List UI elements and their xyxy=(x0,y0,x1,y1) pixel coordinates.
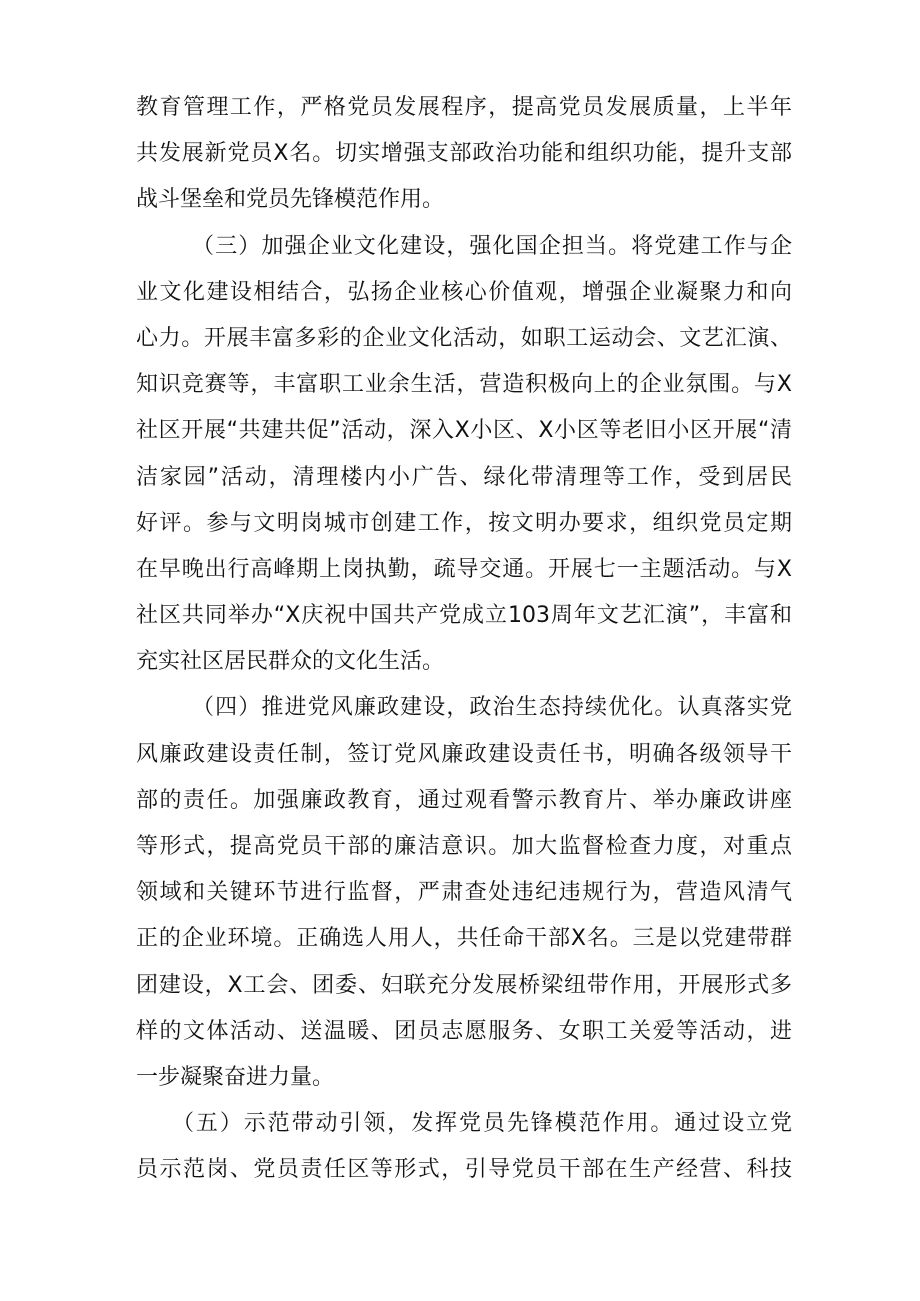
document-body xyxy=(136,85,792,1194)
text-line: 样的文体活动、送温暖、团员志愿服务、女职工关爱等活动，进 xyxy=(136,1018,792,1044)
text-line: 充实社区居民群众的文化生活。 xyxy=(136,649,445,675)
text-line: 一步凝聚奋进力量。 xyxy=(136,1064,335,1090)
text-line: 正的企业环境。正确选人用人，共任命干部X名。三是以党建带群 xyxy=(136,926,792,952)
text-line: 心力。开展丰富多彩的企业文化活动，如职工运动会、文艺汇演、 xyxy=(136,325,792,351)
text-line: 团建设，X工会、团委、妇联充分发展桥梁纽带作用，开展形式多 xyxy=(136,972,792,998)
text-line: 在早晚出行高峰期上岗执勤，疏导交通。开展七一主题活动。与X xyxy=(136,556,792,582)
text-line: 社区开展“共建共促”活动，深入X小区、X小区等老旧小区开展“清 xyxy=(136,418,792,444)
section-heading-line: （五）示范带动引领，发挥党员先锋模范作用。通过设立党 xyxy=(172,1111,792,1137)
text-line: 战斗堡垒和党员先锋模范作用。 xyxy=(136,187,445,213)
text-line: 知识竞赛等，丰富职工业余生活，营造积极向上的企业氛围。与X xyxy=(136,372,792,398)
text-line: 员示范岗、党员责任区等形式，引导党员干部在生产经营、科技 xyxy=(136,1157,792,1183)
section-heading-line: （四）推进党风廉政建设，政治生态持续优化。认真落实党 xyxy=(192,695,792,721)
text-line: 领域和关键环节进行监督，严肃查处违纪违规行为，营造风清气 xyxy=(136,880,792,906)
text-line: 部的责任。加强廉政教育，通过观看警示教育片、举办廉政讲座 xyxy=(136,787,792,813)
text-line: 教育管理工作，严格党员发展程序，提高党员发展质量，上半年 xyxy=(136,95,792,120)
text-line: 等形式，提高党员干部的廉洁意识。加大监督检查力度，对重点 xyxy=(136,834,792,859)
section-heading-line: （三）加强企业文化建设，强化国企担当。将党建工作与企 xyxy=(192,233,792,259)
text-line: 共发展新党员X名。切实增强支部政治功能和组织功能，提升支部 xyxy=(136,141,792,167)
text-line: 社区共同举办“X庆祝中国共产党成立103周年文艺汇演”，丰富和 xyxy=(136,603,792,629)
text-line: 好评。参与文明岗城市创建工作，按文明办要求，组织党员定期 xyxy=(136,510,792,536)
text-line: 业文化建设相结合，弘扬企业核心价值观，增强企业凝聚力和向 xyxy=(136,279,792,305)
text-line: 风廉政建设责任制，签订党风廉政建设责任书，明确各级领导干 xyxy=(136,741,792,767)
text-line: 洁家园”活动，清理楼内小广告、绿化带清理等工作，受到居民 xyxy=(136,464,792,490)
